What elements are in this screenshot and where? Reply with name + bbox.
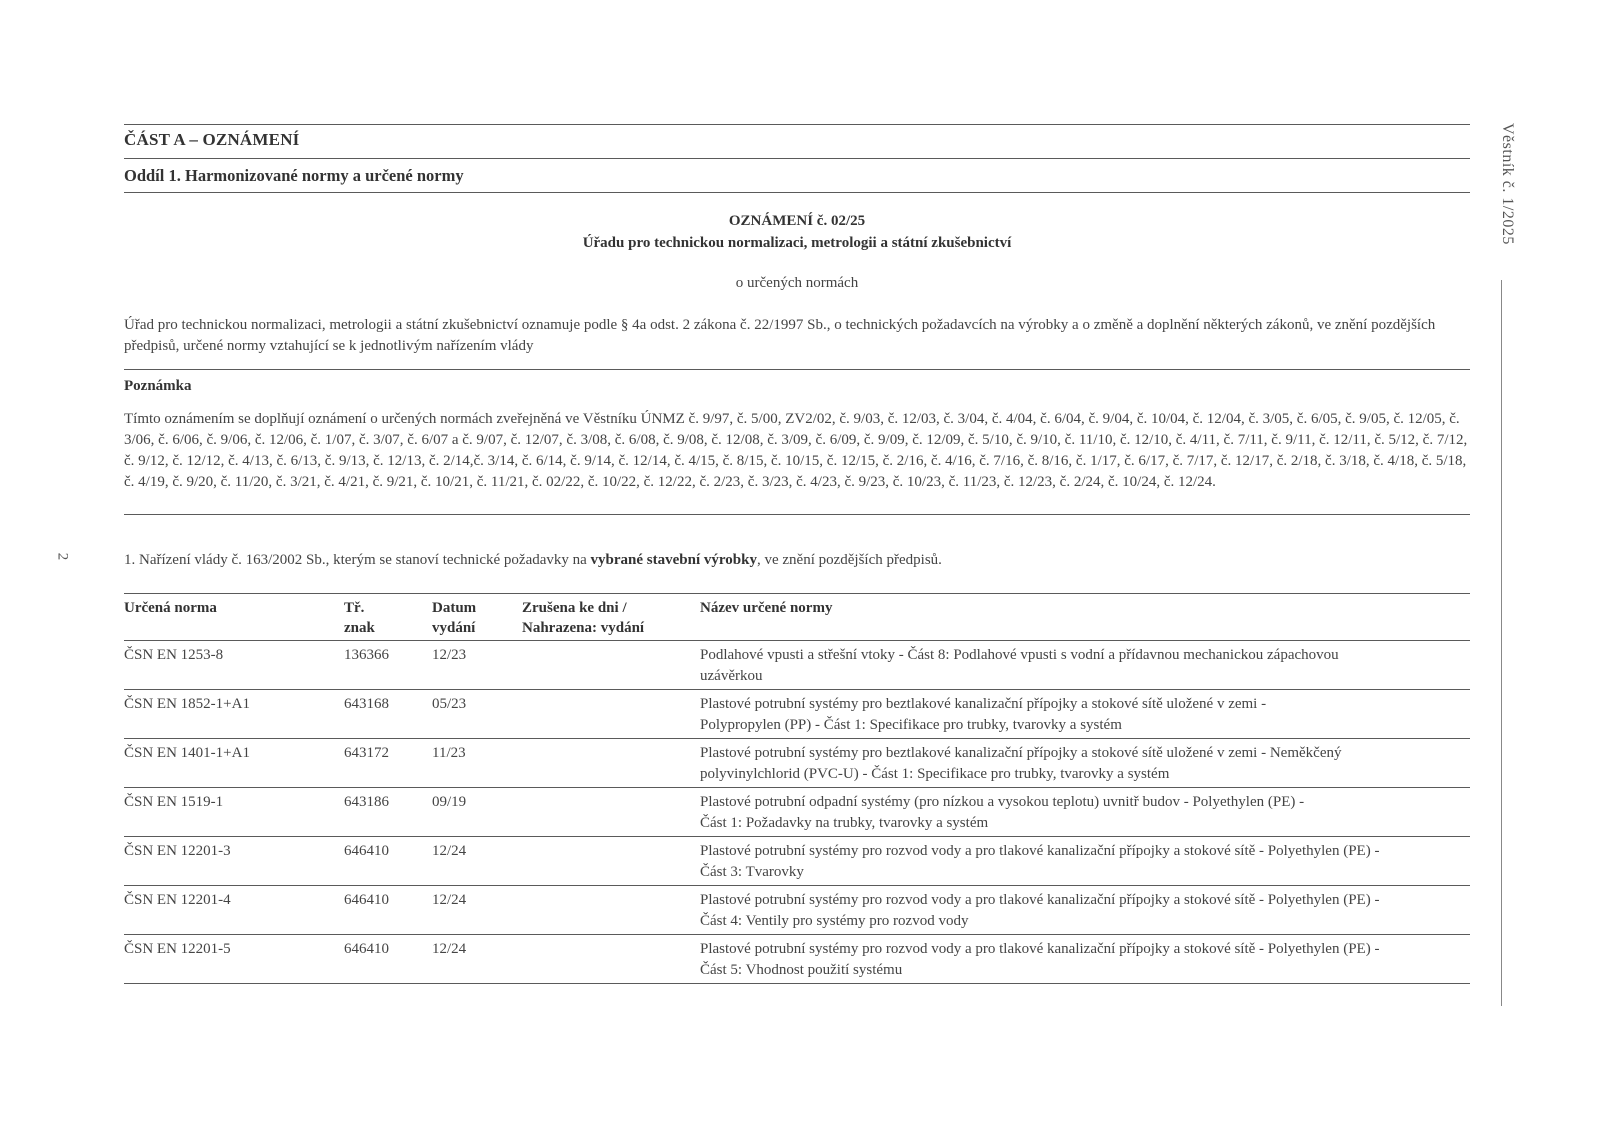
cell-date: 11/23 bbox=[432, 739, 522, 788]
divider bbox=[124, 124, 1470, 125]
cell-cancelled bbox=[522, 641, 700, 690]
cell-class: 643172 bbox=[344, 739, 432, 788]
cell-name: Plastové potrubní systémy pro rozvod vody a pro tlakové kanalizační přípojky a stokové sítě - Polyethylen (PE) - Část 5: Vhodnost použití systému bbox=[700, 935, 1470, 984]
note-heading: Poznámka bbox=[124, 378, 192, 394]
cell-name: Podlahové vpusti a střešní vtoky - Část 8: Podlahové vpusti s vodní a přídavnou mechanickou zápachovou uzávěrkou bbox=[700, 641, 1470, 690]
cell-date: 09/19 bbox=[432, 788, 522, 837]
cell-date: 12/23 bbox=[432, 641, 522, 690]
cell-norm: ČSN EN 1253-8 bbox=[124, 641, 344, 690]
table-row bbox=[124, 788, 1470, 837]
cell-name: Plastové potrubní systémy pro rozvod vody a pro tlakové kanalizační přípojky a stokové sítě - Polyethylen (PE) - Část 4: Ventily pro systémy pro rozvod vody bbox=[700, 886, 1470, 935]
cell-class: 646410 bbox=[344, 837, 432, 886]
cell-class: 643186 bbox=[344, 788, 432, 837]
notice-title: OZNÁMENÍ č. 02/25 bbox=[728, 213, 866, 229]
cell-cancelled bbox=[522, 886, 700, 935]
norms-table bbox=[124, 593, 1470, 984]
cell-date: 12/24 bbox=[432, 886, 522, 935]
cell-name: Plastové potrubní systémy pro beztlakové kanalizační přípojky a stokové sítě uložené v zemi - Polypropylen (PP) - Část 1: Specifikace pro trubky, tvarovky a systém bbox=[700, 690, 1470, 739]
cell-date: 12/24 bbox=[432, 935, 522, 984]
cell-cancelled bbox=[522, 690, 700, 739]
cell-cancelled bbox=[522, 739, 700, 788]
cell-norm: ČSN EN 1401-1+A1 bbox=[124, 739, 344, 788]
cell-cancelled bbox=[522, 788, 700, 837]
regulation-item bbox=[124, 552, 942, 569]
cell-class: 646410 bbox=[344, 935, 432, 984]
cell-norm: ČSN EN 12201-3 bbox=[124, 837, 344, 886]
table-row bbox=[124, 837, 1470, 886]
header-name: Název určené normy bbox=[700, 594, 1470, 641]
table-row bbox=[124, 739, 1470, 788]
running-title: Věstník č. 1/2025 bbox=[1499, 123, 1516, 245]
margin-rule bbox=[1501, 280, 1502, 1006]
regulation-text-end: , ve znění pozdějších předpisů. bbox=[756, 552, 942, 568]
part-title: ČÁST A – OZNÁMENÍ bbox=[124, 130, 300, 149]
cell-cancelled bbox=[522, 935, 700, 984]
page-number: 2 bbox=[54, 552, 71, 561]
notice-intro-paragraph: Úřad pro technickou normalizaci, metrologii a státní zkušebnictví oznamuje podle § 4a odst. 2 zákona č. 22/1997 Sb., o technických požadavcích na výrobky a o změně a doplnění některých zákonů, ve znění pozdějších předpisů, určené normy vztahující se k jednotlivým nařízením vlády bbox=[124, 317, 1436, 354]
cell-name: Plastové potrubní systémy pro beztlakové kanalizační přípojky a stokové sítě uložené v zemi - Neměkčený polyvinylchlorid (PVC-U) - Část 1: Specifikace pro trubky, tvarovky a systém bbox=[700, 739, 1470, 788]
cell-name: Plastové potrubní systémy pro rozvod vody a pro tlakové kanalizační přípojky a stokové sítě - Polyethylen (PE) - Část 3: Tvarovky bbox=[700, 837, 1470, 886]
table-row bbox=[124, 690, 1470, 739]
divider bbox=[124, 369, 1470, 370]
header-cancelled: Zrušena ke dni / Nahrazena: vydání bbox=[522, 594, 700, 641]
header-date: Datum vydání bbox=[432, 594, 522, 641]
cell-cancelled bbox=[522, 837, 700, 886]
divider bbox=[124, 514, 1470, 515]
note-paragraph: Tímto oznámením se doplňují oznámení o určených normách zveřejněná ve Věstníku ÚNMZ č. 9/97, č. 5/00, ZV2/02, č. 9/03, č. 12/03, č. 3/04, č. 4/04, č. 6/04, č. 9/04, č. 10/04, č. 12/04, č. 3/05, č. 6/05, č. 9/05, č. 12/05, č. 3/06, č. 6/06, č. 9/06, č. 12/06, č. 1/07, č. 3/07, č. 6/07 a č. 9/07, č. 12/07, č. 3/08, č. 6/08, č. 9/08, č. 12/08, č. 3/09, č. 6/09, č. 9/09, č. 12/09, č. 5/10, č. 9/10, č. 11/10, č. 12/10, č. 4/11, č. 7/11, č. 9/11, č. 12/11, č. 5/12, č. 7/12, č. 9/12, č. 12/12, č. 4/13, č. 6/13, č. 9/13, č. 12/13, č. 2/14,č. 3/14, č. 6/14, č. 9/14, č. 12/14, č. 4/15, č. 8/15, č. 10/15, č. 12/15, č. 2/16, č. 4/16, č. 7/16, č. 8/16, č. 1/17, č. 6/17, č. 7/17, č. 12/17, č. 2/18, č. 3/18, č. 4/18, č. 5/18, č. 4/19, č. 9/20, č. 11/20, č. 3/21, č. 4/21, č. 9/21, č. 10/21, č. 11/21, č. 02/22, č. 10/22, č. 12/22, č. 2/23, č. 3/23, č. 4/23, č. 9/23, č. 10/23, č. 11/23, č. 12/23, č. 2/24, č. 10/24, č. 12/24. bbox=[124, 411, 1468, 490]
cell-norm: ČSN EN 1852-1+A1 bbox=[124, 690, 344, 739]
cell-date: 05/23 bbox=[432, 690, 522, 739]
table-row bbox=[124, 886, 1470, 935]
cell-date: 12/24 bbox=[432, 837, 522, 886]
notice-subject: o určených normách bbox=[735, 275, 859, 291]
cell-class: 646410 bbox=[344, 886, 432, 935]
cell-class: 136366 bbox=[344, 641, 432, 690]
divider bbox=[124, 158, 1470, 159]
notice-issuer: Úřadu pro technickou normalizaci, metrologii a státní zkušebnictví bbox=[582, 235, 1012, 251]
divider bbox=[124, 192, 1470, 193]
section-title: Oddíl 1. Harmonizované normy a určené normy bbox=[124, 166, 464, 185]
table-row bbox=[124, 641, 1470, 690]
regulation-text: 1. Nařízení vlády č. 163/2002 Sb., kterým se stanoví technické požadavky na bbox=[124, 552, 591, 568]
cell-class: 643168 bbox=[344, 690, 432, 739]
header-norm: Určená norma bbox=[124, 594, 344, 641]
table-row bbox=[124, 935, 1470, 984]
cell-norm: ČSN EN 12201-5 bbox=[124, 935, 344, 984]
cell-name: Plastové potrubní odpadní systémy (pro nízkou a vysokou teplotu) uvnitř budov - Polyethylen (PE) - Část 1: Požadavky na trubky, tvarovky a systém bbox=[700, 788, 1470, 837]
header-class: Tř. znak bbox=[344, 594, 432, 641]
cell-norm: ČSN EN 1519-1 bbox=[124, 788, 344, 837]
cell-norm: ČSN EN 12201-4 bbox=[124, 886, 344, 935]
regulation-bold-text: vybrané stavební výrobky bbox=[590, 552, 757, 568]
table-header-row bbox=[124, 594, 1470, 641]
